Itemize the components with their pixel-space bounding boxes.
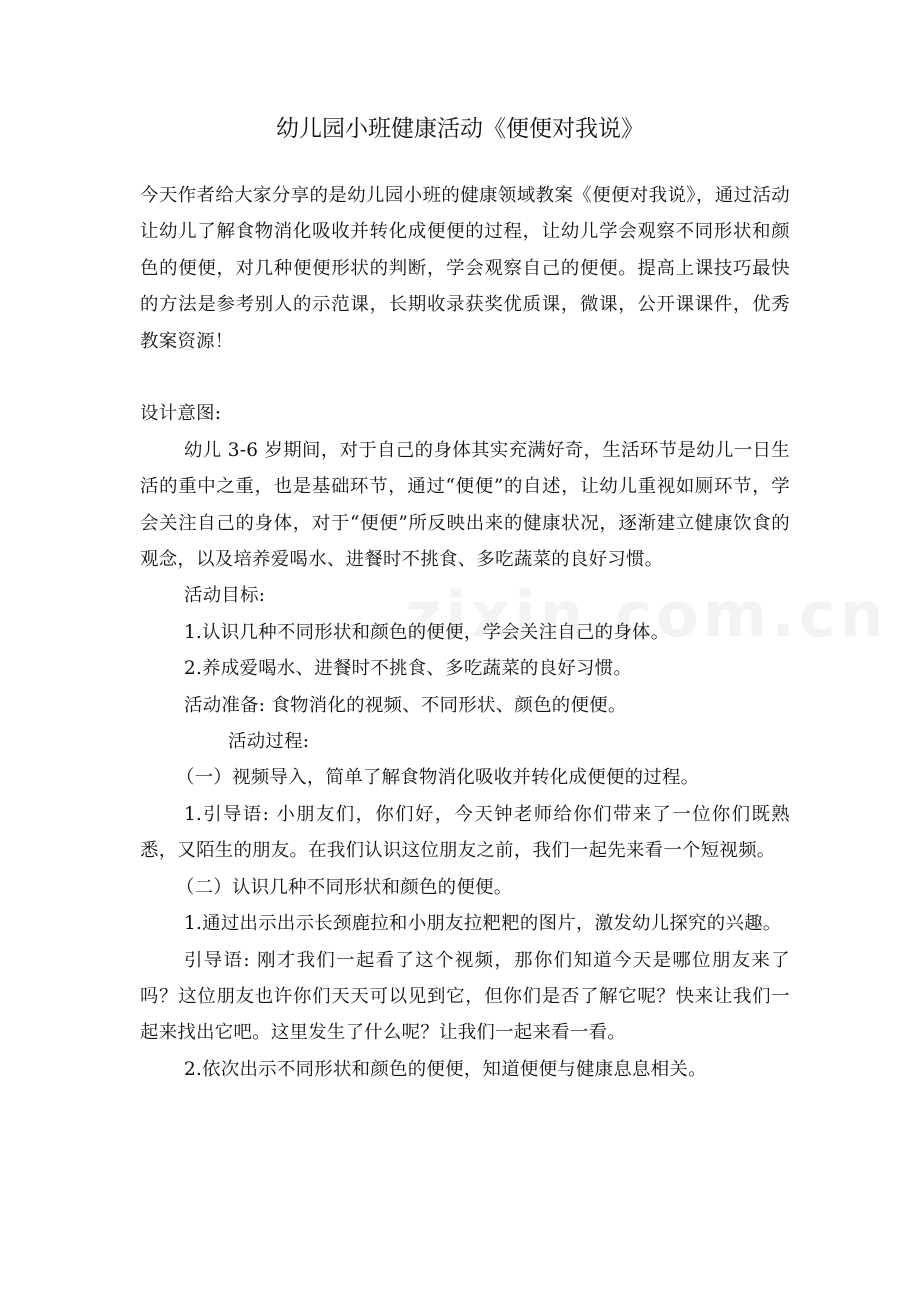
- goals-heading: 活动目标:: [184, 585, 266, 607]
- design-heading: 设计意图:: [140, 403, 222, 425]
- step-2-guide-paragraph: 引导语: 刚才我们一起看了这个视频，那你们知道今天是哪位朋友来了吗？这位朋友也许你们天天可以见到它，但你们是否了解它呢？快来让我们一起来找出它吧。这里发生了什么呢？让我们一起来看一看。: [140, 949, 790, 1044]
- document-body: [140, 178, 790, 1088]
- preparation-paragraph: 活动准备: 食物消化的视频、不同形状、颜色的便便。: [184, 694, 627, 716]
- document-title: 幼儿园小班健康活动《便便对我说》: [276, 116, 644, 142]
- step-1-paragraph: 1.引导语: 小朋友们，你们好，今天钟老师给你们带来了一位你们既熟悉，又陌生的朋友。在我们认识这位朋友之前，我们一起先来看一个短视频。: [140, 803, 790, 862]
- goal-item-2: 2.养成爱喝水、进餐时不挑食、多吃蔬菜的良好习惯。: [184, 658, 633, 680]
- goal-item-1: 1.认识几种不同形状和颜色的便便，学会关注自己的身体。: [184, 621, 670, 643]
- step-2-heading: （二）认识几种不同形状和颜色的便便。: [176, 876, 513, 898]
- design-paragraph: 幼儿 3-6 岁期间，对于自己的身体其实充满好奇，生活环节是幼儿一日生活的重中之重，也是基础环节，通过“便便”的自述，让幼儿重视如厕环节，学会关注自己的身体，对于“便便”所反映出来的健康状况，逐渐建立健康饮食的观念，以及培养爱喝水、进餐时不挑食、多吃蔬菜的良好习惯。: [140, 439, 790, 571]
- step-2-item-2: 2.依次出示不同形状和颜色的便便，知道便便与健康息息相关。: [184, 1058, 707, 1080]
- process-heading: 活动过程:: [228, 731, 310, 753]
- intro-paragraph: 今天作者给大家分享的是幼儿园小班的健康领域教案《便便对我说》，通过活动让幼儿了解食物消化吸收并转化成便便的过程，让幼儿学会观察不同形状和颜色的便便，对几种便便形状的判断，学会观察自己的便便。提高上课技巧最快的方法是参考别人的示范课，长期收录获奖优质课，微课，公开课课件，优秀教案资源！: [140, 185, 790, 352]
- step-2-item-1: 1.通过出示出示长颈鹿拉和小朋友拉粑粑的图片，激发幼儿探究的兴趣。: [184, 913, 782, 935]
- step-1-heading: （一）视频导入，简单了解食物消化吸收并转化成便便的过程。: [176, 767, 700, 789]
- paragraph-spacer: [140, 360, 790, 396]
